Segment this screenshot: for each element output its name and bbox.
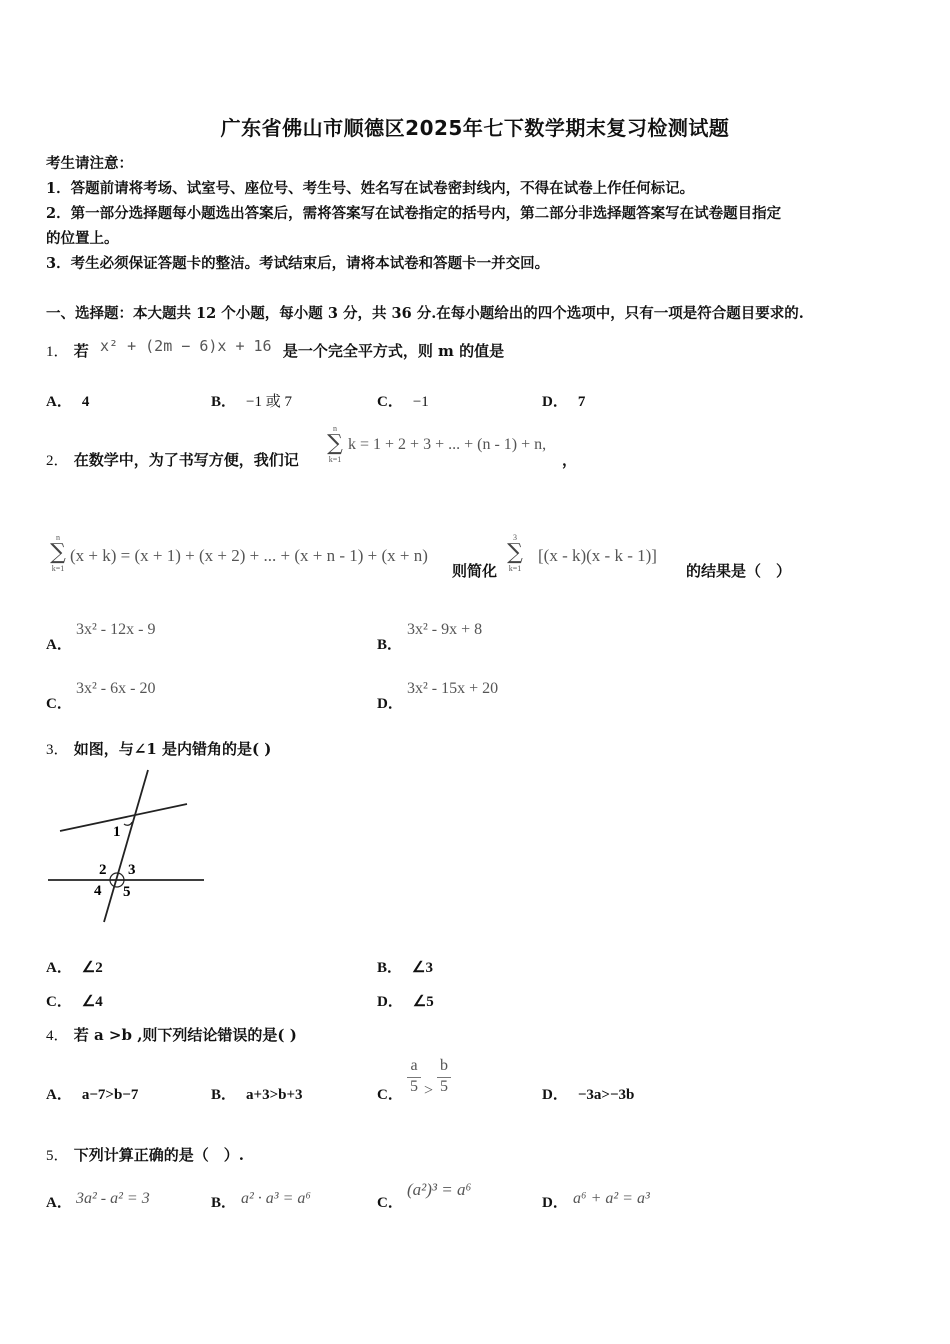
angle-1-arc [124,822,132,825]
notice-item: 的位置上。 [46,230,119,247]
option-a-expression: 3a² - a² = 3 [76,1190,150,1207]
question-number: 2． [46,453,69,469]
option-b[interactable]: B． [211,1195,237,1211]
label-3: 3 [128,862,136,878]
question-text: 在数学中，为了书写方便，我们记 [73,451,299,469]
sum-definition: k = 1 + 2 + 3 + ... + (n - 1) + n, [348,436,547,453]
fraction-b: b 5 [437,1057,451,1096]
question-text: 若 [73,342,89,360]
page-title: 广东省佛山市顺德区2025年七下数学期末复习检测试题 [220,116,730,140]
question-5 [46,1144,244,1165]
upper-line [60,804,187,831]
option-c[interactable]: C． [46,696,72,712]
sum-symbol: n ∑ k=1 [327,424,343,464]
option-c[interactable]: C． [377,1195,403,1211]
sum-symbol: n ∑ k=1 [50,533,66,573]
option-d-expression: 3x² - 15x + 20 [407,680,499,697]
question-text: 则简化 [452,562,498,580]
sum-definition-2: (x + k) = (x + 1) + (x + 2) + ... + (x + n - 1) + (x + n) [70,546,428,565]
option-c[interactable]: C． [377,1087,403,1103]
notice-item: 2．第一部分选择题每小题选出答案后，需将答案写在试卷指定的括号内，第二部分非选择题答案写在试卷题目指定 [46,205,782,222]
option-d-expression: a⁶ + a² = a³ [573,1190,650,1207]
notice-item: 1．答题前请将考场、试室号、座位号、考生号、姓名写在试卷密封线内，不得在试卷上作任何标记。 [46,180,695,197]
question-4 [46,1024,297,1045]
question-number: 4． [46,1028,69,1044]
option-b[interactable]: B． ∠3 [377,960,433,976]
option-b[interactable]: B． a+3>b+3 [211,1087,303,1103]
section-heading: 一、选择题：本大题共 12 个小题，每小题 3 分，共 36 分.在每小题给出的四个选项中，只有一项是符合题目要求的. [46,305,804,322]
question-3 [46,738,271,759]
label-4: 4 [94,883,102,899]
option-d[interactable]: D． [542,1195,568,1211]
option-d[interactable]: D． ∠5 [377,994,434,1010]
sum-symbol: 3 ∑ k=1 [507,533,523,573]
question-number: 5． [46,1148,69,1164]
option-c[interactable]: C． −1 [377,394,429,410]
question-1 [46,337,505,361]
math-expression: x² + (2m − 6)x + 16 [100,337,272,355]
option-a[interactable]: A． [46,637,72,653]
question-text: 若 a >b ,则下列结论错误的是( ) [73,1026,297,1044]
option-b[interactable]: B． [377,637,403,653]
option-a[interactable]: A． 4 [46,394,90,410]
option-b-expression: 3x² - 9x + 8 [407,621,483,638]
notice-item: 3．考生必须保证答题卡的整洁。考试结束后，请将本试卷和答题卡一并交回。 [46,255,550,272]
label-5: 5 [123,884,131,900]
option-b[interactable]: B． −1 或 7 [211,394,292,410]
option-b-expression: a² · a³ = a⁶ [241,1190,311,1207]
math-expression: [(x - k)(x - k - 1)] [538,546,657,565]
question-number: 1． [46,344,69,360]
option-d[interactable]: D． −3a>−3b [542,1087,635,1103]
question-2 [46,449,299,470]
option-a[interactable]: A． [46,1195,72,1211]
option-c[interactable]: C． ∠4 [46,994,103,1010]
option-c-expression: (a²)³ = a⁶ [407,1180,472,1199]
angle-figure [44,766,209,926]
option-d[interactable]: D． [377,696,403,712]
question-text: 如图，与∠1 是内错角的是( ) [73,740,272,758]
option-d[interactable]: D． 7 [542,394,586,410]
comma: ， [562,451,578,469]
label-1: 1 [113,824,121,840]
option-a-expression: 3x² - 12x - 9 [76,621,156,638]
option-c-expression: 3x² - 6x - 20 [76,680,156,697]
fraction-a: a 5 [407,1057,421,1096]
question-number: 3． [46,742,69,758]
notice-heading: 考生请注意： [46,155,133,172]
option-a[interactable]: A． ∠2 [46,960,103,976]
option-a[interactable]: A． a−7>b−7 [46,1087,139,1103]
greater-than: > [424,1082,434,1099]
question-text: 的结果是（ ） [686,562,792,580]
label-2: 2 [99,862,107,878]
question-text: 下列计算正确的是（ ）. [73,1146,244,1164]
question-text: 是一个完全平方式，则 m 的值是 [282,342,505,360]
